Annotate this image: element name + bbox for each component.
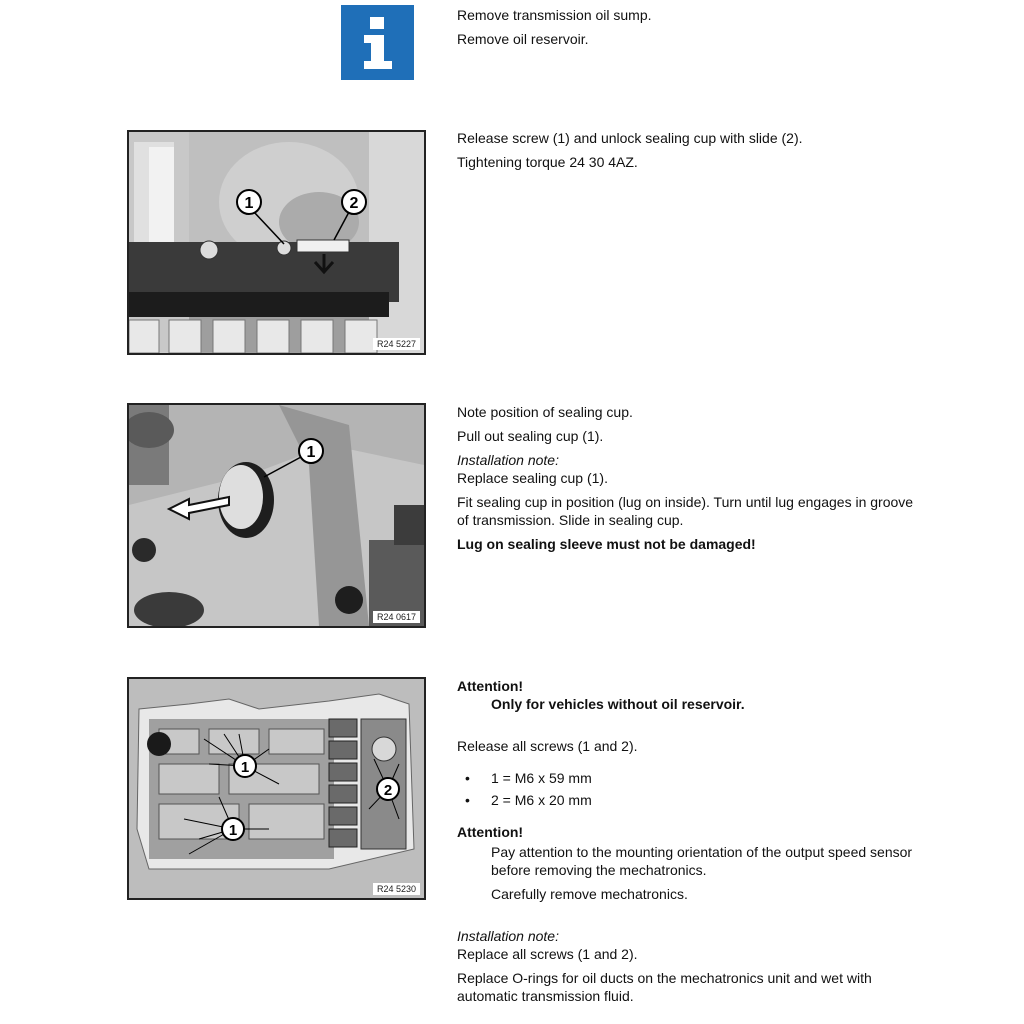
callout-1 <box>299 439 323 463</box>
section4-text <box>457 677 927 1011</box>
svg-text:1: 1 <box>228 822 238 839</box>
installation-note-label: Installation note: <box>457 452 559 468</box>
figure-code: R24 5230 <box>373 883 420 895</box>
attention-text: Only for vehicles without oil reservoir. <box>491 696 745 712</box>
attention-text: Pay attention to the mounting orientation of the output speed sensor before removing the mechatronics. <box>491 844 913 878</box>
instruction-line: Tightening torque 24 30 4AZ. <box>457 154 638 170</box>
svg-text:1: 1 <box>244 195 254 212</box>
instruction-line: Replace O-rings for oil ducts on the mechatronics unit and wet with automatic transmission fluid. <box>457 970 872 1004</box>
callout-1 <box>237 190 261 214</box>
installation-note-label: Installation note: <box>457 928 559 944</box>
warning-text: Lug on sealing sleeve must not be damaged! <box>457 536 756 552</box>
info-icon <box>341 5 414 80</box>
instruction-line: Release screw (1) and unlock sealing cup with slide (2). <box>457 130 803 146</box>
bullet-item: • 1 = M6 x 59 mm <box>465 770 592 786</box>
mechatronics-photo <box>129 679 424 898</box>
callout-1 <box>222 818 244 840</box>
callout-2 <box>342 190 366 214</box>
svg-text:2: 2 <box>349 195 359 212</box>
instruction-line: Note position of sealing cup. <box>457 404 633 420</box>
attention-heading: Attention! <box>457 678 524 694</box>
instruction-line: Release all screws (1 and 2). <box>457 738 638 754</box>
instruction-line: Pull out sealing cup (1). <box>457 428 604 444</box>
figure-code: R24 5227 <box>373 338 420 350</box>
instruction-line: Fit sealing cup in position (lug on inside). Turn until lug engages in groove of transmission. Slide in sealing cup. <box>457 494 914 528</box>
section1-text <box>457 6 927 54</box>
instruction-line: Carefully remove mechatronics. <box>491 886 688 902</box>
instruction-line: Replace all screws (1 and 2). <box>457 946 638 962</box>
callout-1 <box>234 755 256 777</box>
svg-text:1: 1 <box>306 444 316 461</box>
instruction-line: Remove oil reservoir. <box>457 31 589 47</box>
instruction-line: Remove transmission oil sump. <box>457 7 652 23</box>
svg-text:1: 1 <box>240 759 250 776</box>
transmission-photo <box>129 405 424 626</box>
transmission-photo <box>129 132 424 353</box>
section3-text <box>457 403 927 559</box>
attention-heading: Attention! <box>457 824 524 840</box>
figure-sealing-cup <box>127 403 426 628</box>
figure-mechatronics <box>127 677 426 900</box>
figure-sealing-cup-slide <box>127 130 426 355</box>
callout-2 <box>377 778 399 800</box>
bullet-item: • 2 = M6 x 20 mm <box>465 792 592 808</box>
section2-text <box>457 129 927 177</box>
svg-text:2: 2 <box>383 782 393 799</box>
instruction-line: Replace sealing cup (1). <box>457 470 608 486</box>
figure-code: R24 0617 <box>373 611 420 623</box>
